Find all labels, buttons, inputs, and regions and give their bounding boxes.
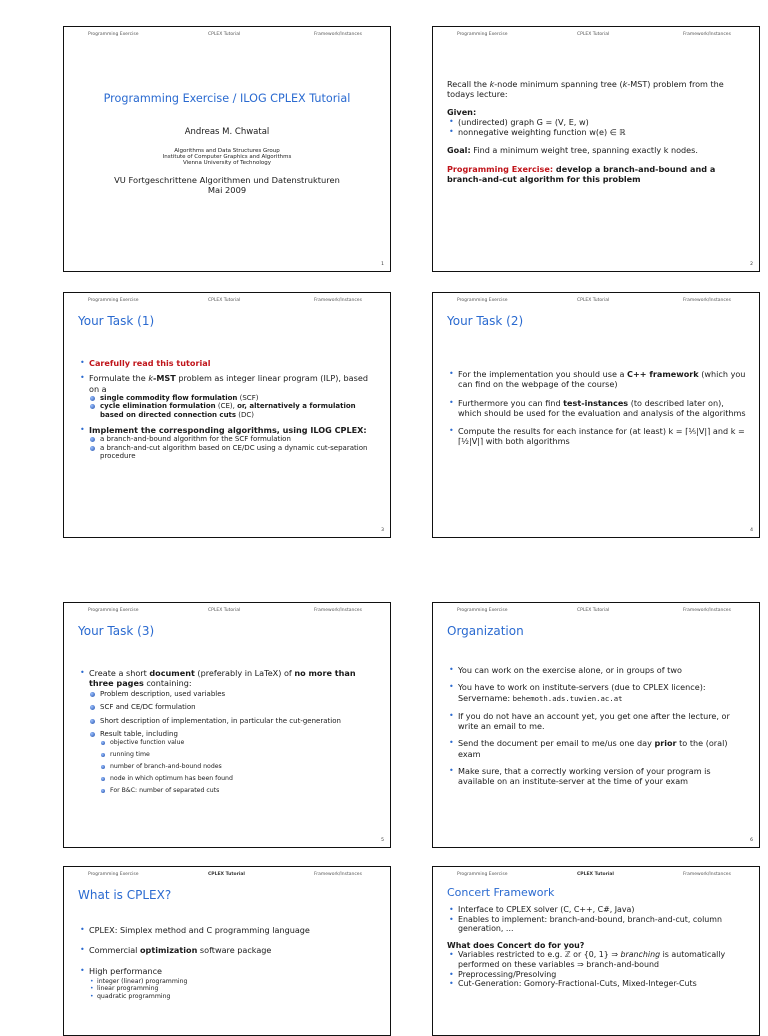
slide-title: Concert Framework: [447, 886, 555, 899]
header-left: Programming Exercise: [88, 298, 139, 303]
list-item: • Preprocessing/Presolving: [447, 970, 747, 980]
list-item: Short description of implementation, in particular the cut-generation: [89, 717, 378, 726]
header-middle: CPLEX Tutorial: [208, 32, 241, 37]
cplex-list: [78, 925, 378, 1000]
list-item: a branch-and-cut algorithm based on CE/DC using a dynamic cut-separation procedure: [89, 444, 378, 461]
performance-list: [89, 978, 378, 1000]
slide-header: [433, 867, 759, 879]
header-middle: CPLEX Tutorial: [577, 32, 610, 37]
header-left: Programming Exercise: [457, 872, 508, 877]
slide-header: [64, 603, 390, 615]
list-item: • Make sure, that a correctly working version of your program is available on an institute-server at the time of your exam: [447, 766, 747, 787]
list-item: number of branch-and-bound nodes: [100, 763, 378, 771]
title-block: [64, 92, 390, 195]
exercise-text: Programming Exercise: develop a branch-and-bound and a branch-and-cut algorithm for this problem: [447, 163, 716, 185]
goal-text: Goal: Find a minimum weight tree, spanning exactly k nodes.: [447, 145, 698, 156]
slide-6: [432, 602, 760, 848]
slide-header: [433, 27, 759, 39]
affiliation-3: Vienna University of Technology: [183, 160, 271, 166]
list-item: • (undirected) graph G = (V, E, w): [447, 117, 747, 127]
given-list: [447, 117, 747, 138]
slide-body: [78, 925, 378, 1000]
document-contents-list: [89, 690, 378, 795]
list-item: objective function value: [100, 739, 378, 747]
header-right: Framework/Instances: [314, 32, 362, 37]
affiliation-2: Institute of Computer Graphics and Algorithms: [162, 154, 292, 160]
slide-body: [78, 668, 378, 795]
given-label: Given:: [447, 106, 477, 117]
header-middle: CPLEX Tutorial: [577, 872, 614, 877]
list-item: • Implement the corresponding algorithms, using ILOG CPLEX: a branch-and-bound algorithm for the SCF formulation a branch-and-cut algorithm based on CE/DC using a dynamic cut-separation procedure: [78, 425, 378, 461]
page-number: 5: [381, 838, 384, 843]
list-item: For B&C: number of separated cuts: [100, 787, 378, 795]
slide-header: [64, 27, 390, 39]
list-item: • Commercial optimization software package: [78, 945, 378, 955]
list-item: • Carefully read this tutorial: [78, 358, 378, 368]
slide-header: [433, 293, 759, 305]
header-middle: CPLEX Tutorial: [577, 298, 610, 303]
list-item: • quadratic programming: [89, 993, 378, 1000]
page-number: 3: [381, 528, 384, 533]
concert-list: [447, 905, 747, 934]
header-left: Programming Exercise: [457, 32, 508, 37]
list-item: • You have to work on institute-servers (due to CPLEX licence): Servername: behemoth.ads.tuwien.ac.at: [447, 682, 747, 704]
course-name: VU Fortgeschrittene Algorithmen und Datenstrukturen: [114, 175, 340, 185]
list-item: Problem description, used variables: [89, 690, 378, 699]
task-list: [78, 668, 378, 795]
page-number: 4: [750, 528, 753, 533]
list-item: • Compute the results for each instance for (at least) k = ⌈⅕|V|⌉ and k = ⌈½|V|⌉ with both algorithms: [447, 426, 747, 447]
header-right: Framework/Instances: [314, 608, 362, 613]
recall-text: Recall the k-node minimum spanning tree (k-MST) problem from the todays lecture:: [447, 79, 724, 100]
slide-3: [63, 292, 391, 538]
list-item: • CPLEX: Simplex method and C programming language: [78, 925, 378, 935]
slide-body: [447, 905, 747, 989]
slide-title: Organization: [447, 624, 524, 638]
list-item: • Interface to CPLEX solver (C, C++, C#, Java): [447, 905, 747, 915]
date: Mai 2009: [207, 185, 247, 195]
list-item: • High performance • integer (linear) programming • linear programming • quadratic programming: [78, 966, 378, 1001]
list-item: single commodity flow formulation (SCF): [89, 394, 378, 403]
concert-features-list: [447, 950, 747, 988]
slide-1: [63, 26, 391, 272]
slide-7: [63, 866, 391, 1036]
slide-body: [447, 369, 747, 447]
slide-title: Your Task (3): [78, 624, 155, 638]
slide-title: Your Task (1): [78, 314, 155, 328]
header-middle: CPLEX Tutorial: [208, 872, 245, 877]
header-left: Programming Exercise: [88, 608, 139, 613]
header-left: Programming Exercise: [457, 608, 508, 613]
presentation-title: Programming Exercise / ILOG CPLEX Tutorial: [103, 92, 351, 105]
list-item: • Cut-Generation: Gomory-Fractional-Cuts, Mixed-Integer-Cuts: [447, 979, 747, 989]
slide-header: [64, 293, 390, 305]
page-number: 2: [750, 262, 753, 267]
list-item: • linear programming: [89, 985, 378, 992]
list-item: • Send the document per email to me/us one day prior to the (oral) exam: [447, 738, 747, 759]
header-left: Programming Exercise: [88, 32, 139, 37]
task-list: [447, 369, 747, 447]
header-right: Framework/Instances: [683, 608, 731, 613]
slide-header: [64, 867, 390, 879]
result-table-list: [100, 739, 378, 795]
list-item: • Furthermore you can find test-instances (to described later on), which should be used for the evaluation and analysis of the algorithms: [447, 398, 747, 419]
slide-5: [63, 602, 391, 848]
header-right: Framework/Instances: [683, 872, 731, 877]
slide-body: [447, 665, 747, 787]
header-right: Framework/Instances: [683, 32, 731, 37]
header-right: Framework/Instances: [683, 298, 731, 303]
slide-header: [433, 603, 759, 615]
page-number: 6: [750, 838, 753, 843]
concert-question: What does Concert do for you?: [447, 940, 585, 950]
algorithm-list: [89, 435, 378, 461]
header-middle: CPLEX Tutorial: [577, 608, 610, 613]
header-middle: CPLEX Tutorial: [208, 608, 241, 613]
affiliation-1: Algorithms and Data Structures Group: [174, 148, 280, 154]
author: Andreas M. Chwatal: [184, 127, 270, 137]
header-right: Framework/Instances: [314, 872, 362, 877]
list-item: node in which optimum has been found: [100, 775, 378, 783]
list-item: • Enables to implement: branch-and-bound, branch-and-cut, column generation, ...: [447, 915, 747, 934]
list-item: • You can work on the exercise alone, or in groups of two: [447, 665, 747, 675]
list-item: a branch-and-bound algorithm for the SCF formulation: [89, 435, 378, 444]
list-item: • Create a short document (preferably in LaTeX) of no more than three pages containing: Problem description, used variables SCF and CE/DC formulation Short description of implementation, in particular the cut-generation Result table, including objective function value running time number of branch-and-bound nodes node in which optimum has been found For B&C: number of separated cuts: [78, 668, 378, 795]
list-item: • Variables restricted to e.g. ℤ or {0, 1} ⇒ branching is automatically performed on these variables ⇒ branch-and-bound: [447, 950, 747, 969]
header-right: Framework/Instances: [314, 298, 362, 303]
header-left: Programming Exercise: [457, 298, 508, 303]
list-item: SCF and CE/DC formulation: [89, 703, 378, 712]
list-item: • nonnegative weighting function w(e) ∈ ℝ: [447, 127, 747, 137]
formulation-list: [89, 394, 378, 420]
slide-body: [447, 79, 747, 184]
slide-4: [432, 292, 760, 538]
list-item: running time: [100, 751, 378, 759]
list-item: Result table, including objective function value running time number of branch-and-bound nodes node in which optimum has been found For B&C: number of separated cuts: [89, 730, 378, 795]
slide-title: What is CPLEX?: [78, 888, 172, 902]
organization-list: [447, 665, 747, 787]
slide-8: [432, 866, 760, 1036]
page-number: 1: [381, 262, 384, 267]
slide-body: [78, 358, 378, 461]
list-item: • Formulate the k-MST problem as integer linear program (ILP), based on a single commodity flow formulation (SCF) cycle elimination formulation (CE), or, alternatively a formulation based on directed connection cuts (DC): [78, 373, 378, 419]
slide-title: Your Task (2): [447, 314, 524, 328]
list-item: • If you do not have an account yet, you get one after the lecture, or write an email to me.: [447, 711, 747, 732]
list-item: cycle elimination formulation (CE), or, alternatively a formulation based on directed connection cuts (DC): [89, 402, 378, 419]
list-item: • For the implementation you should use a C++ framework (which you can find on the webpage of the course): [447, 369, 747, 390]
header-left: Programming Exercise: [88, 872, 139, 877]
list-item: • integer (linear) programming: [89, 978, 378, 985]
task-list: [78, 358, 378, 461]
slide-2: [432, 26, 760, 272]
header-middle: CPLEX Tutorial: [208, 298, 241, 303]
